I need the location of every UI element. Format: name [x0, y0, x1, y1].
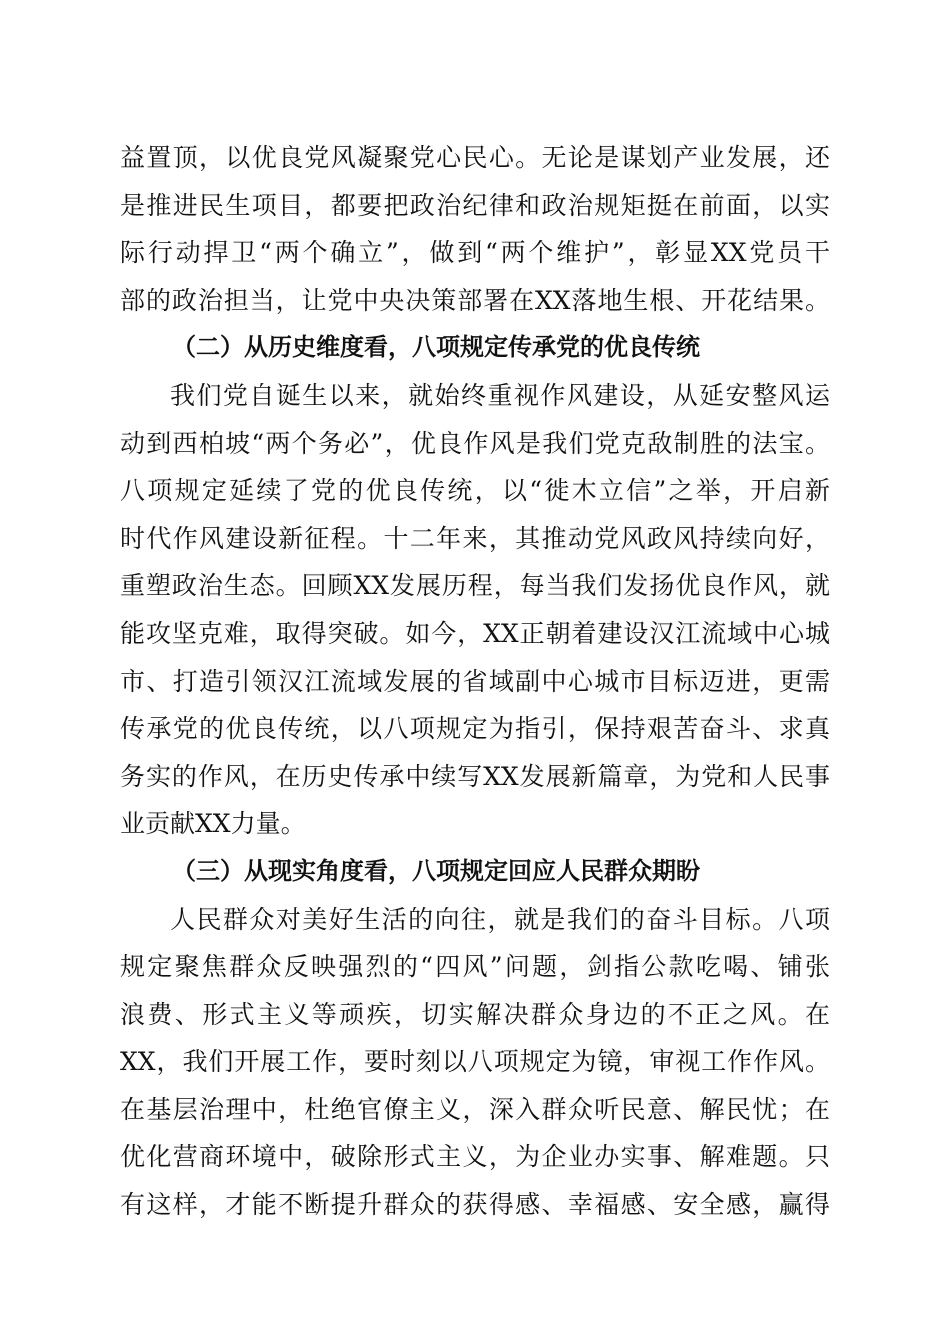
paragraph-line: 动到西柏坡“两个务必”，优良作风是我们党克敌制胜的法宝。 — [120, 428, 830, 458]
paragraph-line: 际行动捍卫“两个确立”，做到“两个维护”，彰显XX党员干 — [120, 238, 830, 268]
paragraph-line: 传承党的优良传统，以八项规定为指引，保持艰苦奋斗、求真 — [120, 714, 830, 744]
paragraph-line: 时代作风建设新征程。十二年来，其推动党风政风持续向好， — [120, 523, 830, 553]
paragraph-line: 人民群众对美好生活的向往，就是我们的奋斗目标。八项 — [170, 904, 830, 934]
paragraph-2 — [120, 372, 830, 848]
section-heading-2: （二）从历史维度看，八项规定传承党的优良传统 — [172, 333, 700, 362]
paragraph-line: 八项规定延续了党的优良传统，以“徙木立信”之举，开启新 — [120, 476, 830, 506]
paragraph-line: 业贡献XX力量。 — [120, 809, 306, 839]
paragraph-line: 能攻坚克难，取得突破。如今，XX正朝着建设汉江流域中心城 — [120, 618, 830, 648]
paragraph-line: 益置顶，以优良党风凝聚党心民心。无论是谋划产业发展，还 — [120, 143, 830, 172]
paragraph-line: 规定聚焦群众反映强烈的“四风”问题，剑指公款吃喝、铺张 — [120, 952, 830, 982]
paragraph-line: 浪费、形式主义等顽疾，切实解决群众身边的不正之风。在 — [120, 999, 830, 1029]
paragraph-line: 市、打造引领汉江流域发展的省域副中心城市目标迈进，更需 — [120, 666, 830, 696]
document-body — [120, 134, 830, 1229]
paragraph-line: 务实的作风，在历史传承中续写XX发展新篇章，为党和人民事 — [120, 761, 830, 791]
paragraph-line: 部的政治担当，让党中央决策部署在XX落地生根、开花结果。 — [120, 285, 830, 315]
paragraph-1 — [120, 134, 830, 324]
paragraph-line: 重塑政治生态。回顾XX发展历程，每当我们发扬优良作风，就 — [120, 571, 830, 601]
paragraph-line: 优化营商环境中，破除形式主义，为企业办实事、解难题。只 — [120, 1142, 830, 1172]
paragraph-line: 有这样，才能不断提升群众的获得感、幸福感、安全感，赢得 — [120, 1190, 830, 1220]
section-heading-3: （三）从现实角度看，八项规定回应人民群众期盼 — [172, 856, 700, 885]
paragraph-3 — [120, 896, 830, 1229]
paragraph-line: XX，我们开展工作，要时刻以八项规定为镜，审视工作作风。 — [120, 1047, 830, 1077]
paragraph-line: 在基层治理中，杜绝官僚主义，深入群众听民意、解民忧；在 — [120, 1094, 830, 1124]
paragraph-line: 是推进民生项目，都要把政治纪律和政治规矩挺在前面，以实 — [120, 190, 830, 220]
paragraph-line: 我们党自诞生以来，就始终重视作风建设，从延安整风运 — [170, 380, 830, 410]
